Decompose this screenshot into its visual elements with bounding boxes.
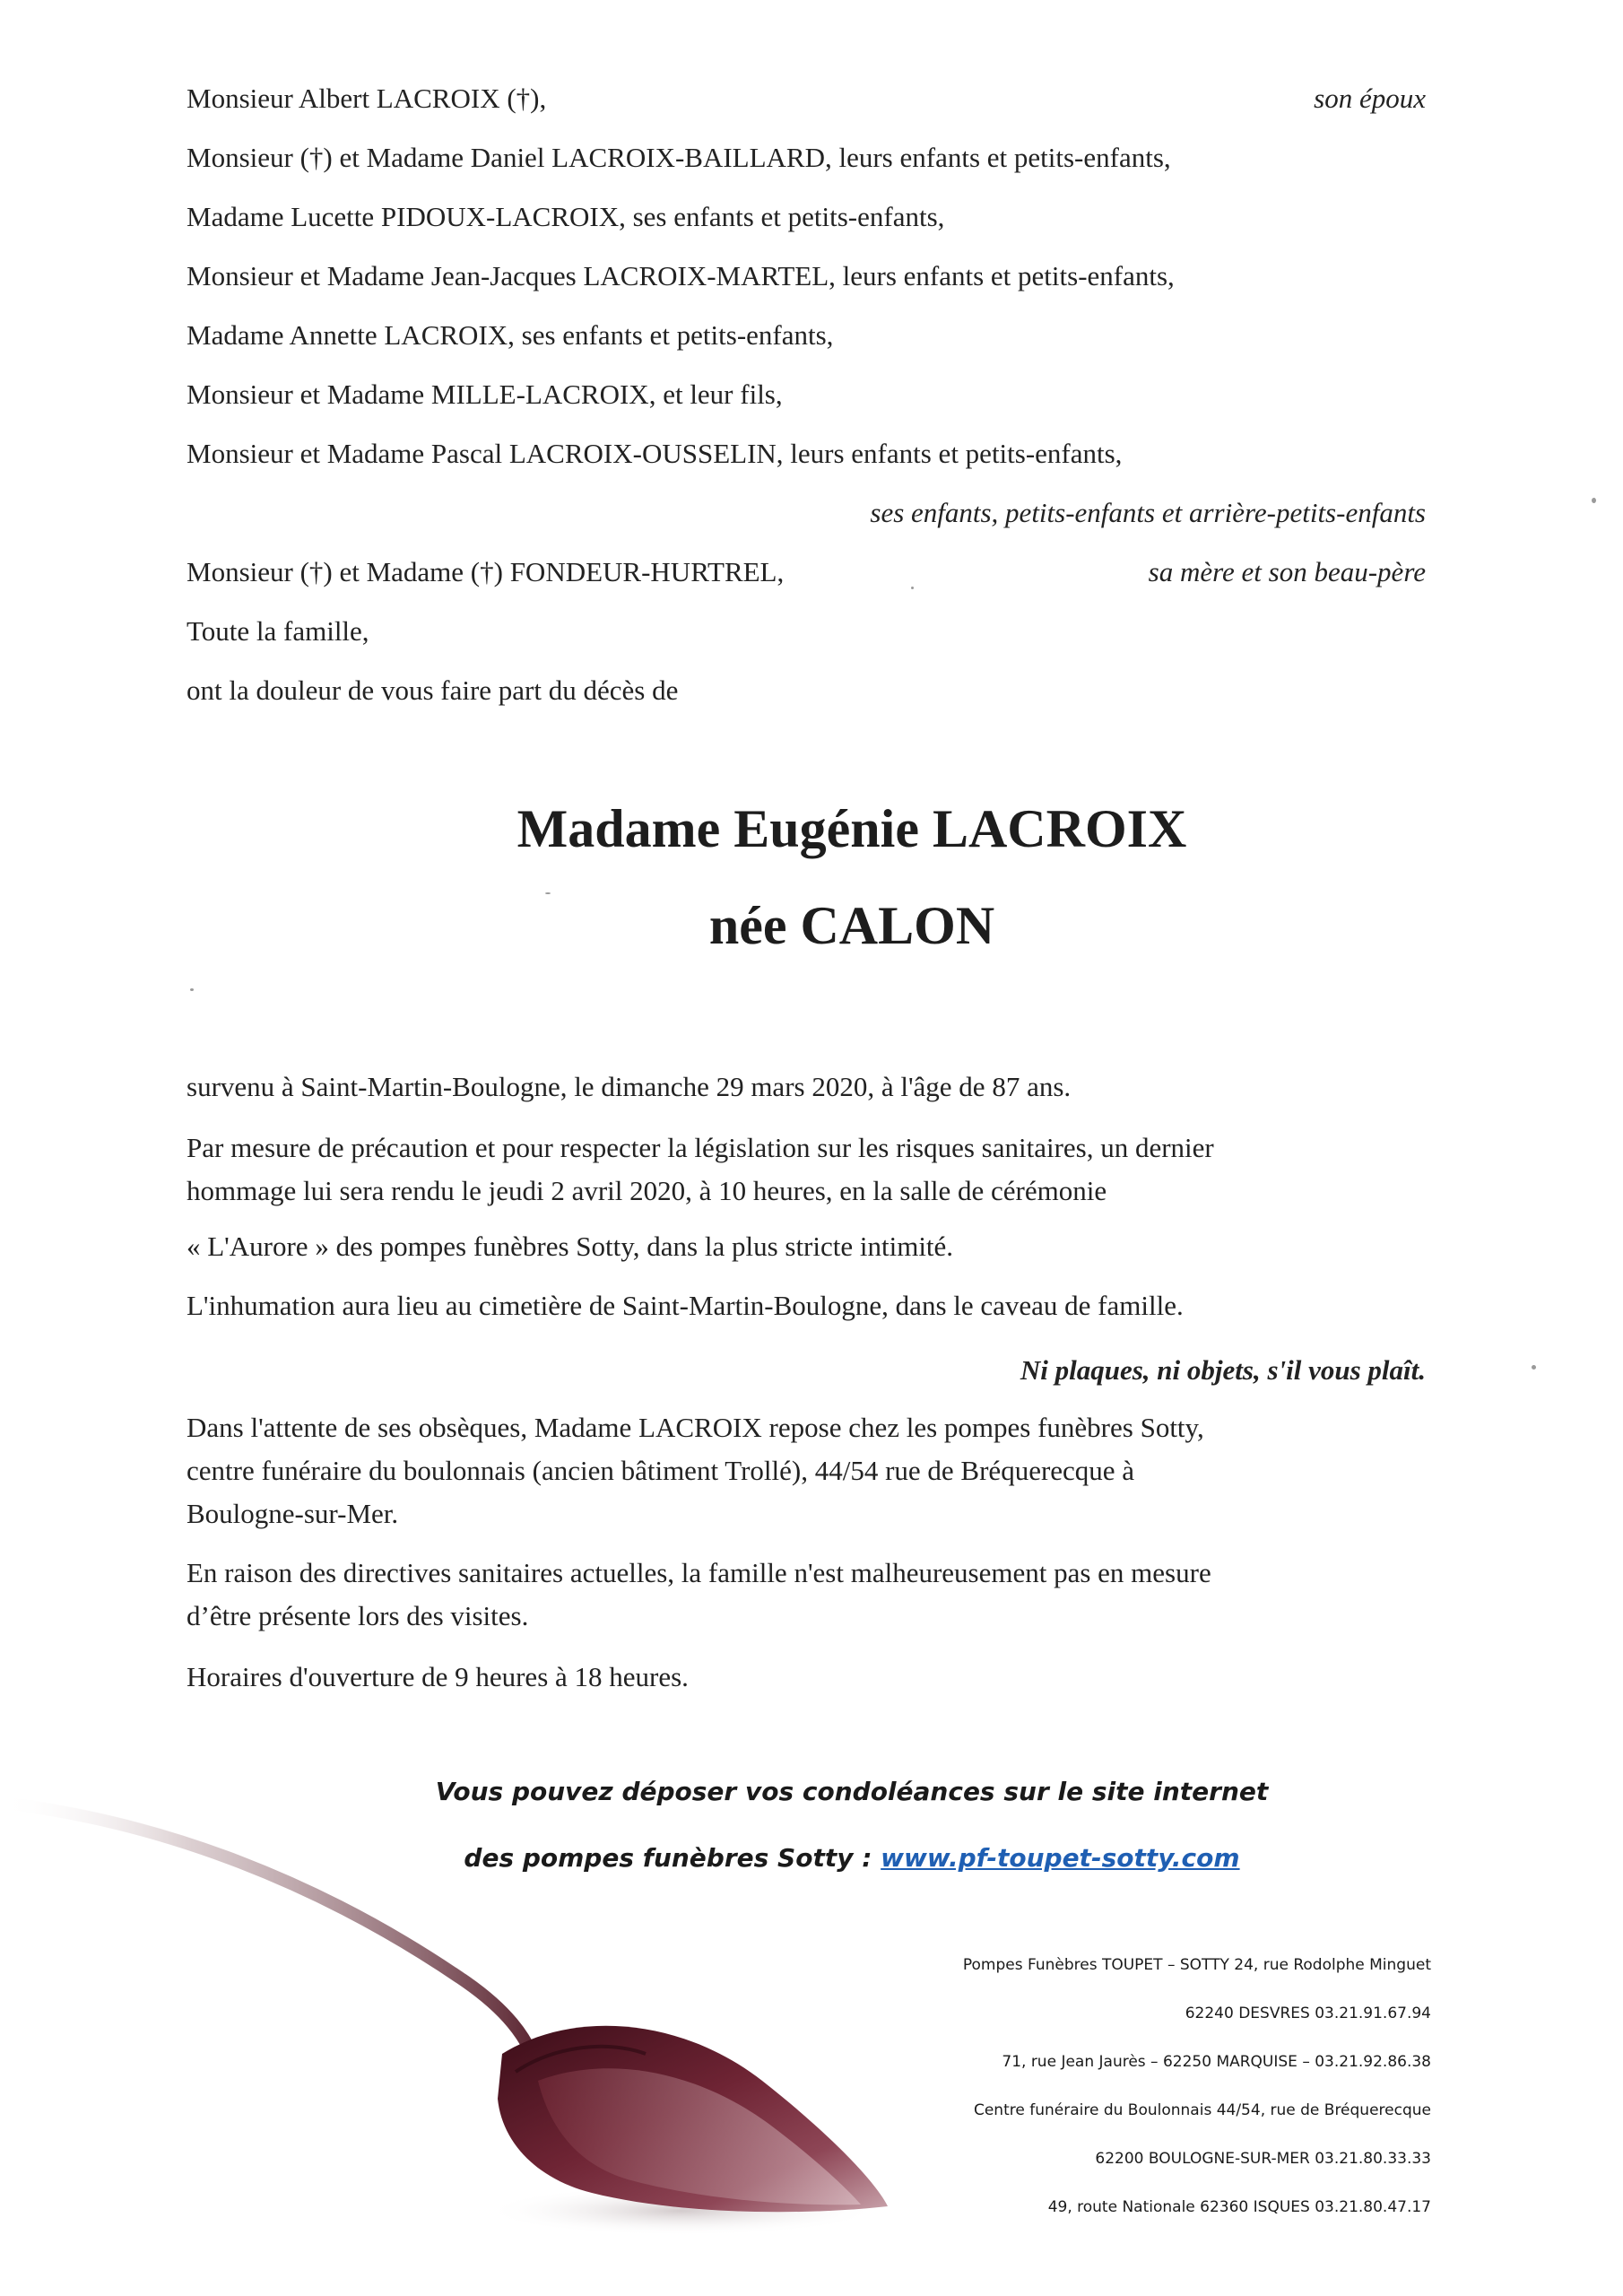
family-member: Madame Lucette PIDOUX-LACROIX, ses enfants et petits-enfants,	[187, 201, 945, 232]
rest-line-3: Boulogne-sur-Mer.	[187, 1498, 399, 1529]
burial-notice: L'inhumation aura lieu au cimetière de Saint-Martin-Boulogne, dans le caveau de famille.	[187, 1290, 1184, 1321]
tribute-line-1: Par mesure de précaution et pour respecter la législation sur les risques sanitaires, un dernier	[187, 1132, 1214, 1163]
visits-line-2: d’être présente lors des visites.	[187, 1600, 529, 1631]
tribute-line-3: « L'Aurore » des pompes funèbres Sotty, dans la plus stricte intimité.	[187, 1231, 954, 1262]
rest-line-1: Dans l'attente de ses obsèques, Madame LACROIX repose chez les pompes funèbres Sotty,	[187, 1412, 1204, 1443]
website-link[interactable]: www.pf-toupet-sotty.com	[881, 1843, 1240, 1873]
family-member: Madame Annette LACROIX, ses enfants et petits-enfants,	[187, 319, 834, 351]
contact-line: 49, route Nationale 62360 ISQUES 03.21.80.47.17	[1047, 2198, 1431, 2216]
family-member: Monsieur (†) et Madame Daniel LACROIX-BAILLARD, leurs enfants et petits-enfants,	[187, 142, 1171, 173]
death-notice: survenu à Saint-Martin-Boulogne, le dimanche 29 mars 2020, à l'âge de 87 ans.	[187, 1071, 1072, 1102]
rest-line-2: centre funéraire du boulonnais (ancien bâtiment Trollé), 44/54 rue de Bréquerecque à	[187, 1455, 1135, 1486]
family-member: Monsieur et Madame Pascal LACROIX-OUSSELIN, leurs enfants et petits-enfants,	[187, 438, 1123, 469]
scan-speck	[911, 587, 914, 589]
intro-text: ont la douleur de vous faire part du décès de	[187, 674, 679, 706]
family-member: Monsieur Albert LACROIX (†),	[187, 83, 547, 114]
contact-line: Pompes Funèbres TOUPET – SOTTY 24, rue Rodolphe Minguet	[962, 1956, 1431, 1974]
tribute-line-2: hommage lui sera rendu le jeudi 2 avril 2020, à 10 heures, en la salle de cérémonie	[187, 1175, 1107, 1206]
condolences-prefix: des pompes funèbres Sotty :	[464, 1843, 881, 1873]
scan-speck	[1532, 1365, 1536, 1370]
contact-line: Centre funéraire du Boulonnais 44/54, rue de Bréquerecque	[973, 2101, 1431, 2119]
maiden-name: née CALON	[708, 896, 995, 955]
condolences-line-1: Vous pouvez déposer vos condoléances sur le site internet	[435, 1777, 1269, 1806]
condolences-line-2	[0, 1840, 1623, 1876]
scan-speck	[545, 892, 551, 894]
opening-hours: Horaires d'ouverture de 9 heures à 18 heures.	[187, 1661, 689, 1692]
visits-line-1: En raison des directives sanitaires actuelles, la famille n'est malheureusement pas en mesure	[187, 1557, 1211, 1588]
scan-speck	[190, 988, 194, 991]
deceased-name: Madame Eugénie LACROIX	[516, 799, 1187, 858]
contact-line: 71, rue Jean Jaurès – 62250 MARQUISE – 03.21.92.86.38	[1002, 2053, 1431, 2071]
family-member: Monsieur et Madame Jean-Jacques LACROIX-MARTEL, leurs enfants et petits-enfants,	[187, 260, 1175, 291]
contact-line: 62200 BOULOGNE-SUR-MER 03.21.80.33.33	[1095, 2150, 1431, 2168]
contact-line: 62240 DESVRES 03.21.91.67.94	[1185, 2005, 1431, 2022]
family-relation: son époux	[1314, 83, 1426, 114]
family-member: Monsieur et Madame MILLE-LACROIX, et leur fils,	[187, 378, 783, 410]
family-member: Monsieur (†) et Madame (†) FONDEUR-HURTREL,	[187, 556, 785, 587]
no-flowers-request: Ni plaques, ni objets, s'il vous plaît.	[1020, 1354, 1426, 1386]
family-relation: sa mère et son beau-père	[1148, 556, 1426, 587]
scan-speck	[1592, 498, 1596, 503]
family-relation: ses enfants, petits-enfants et arrière-petits-enfants	[870, 497, 1426, 528]
family-member: Toute la famille,	[187, 615, 369, 647]
